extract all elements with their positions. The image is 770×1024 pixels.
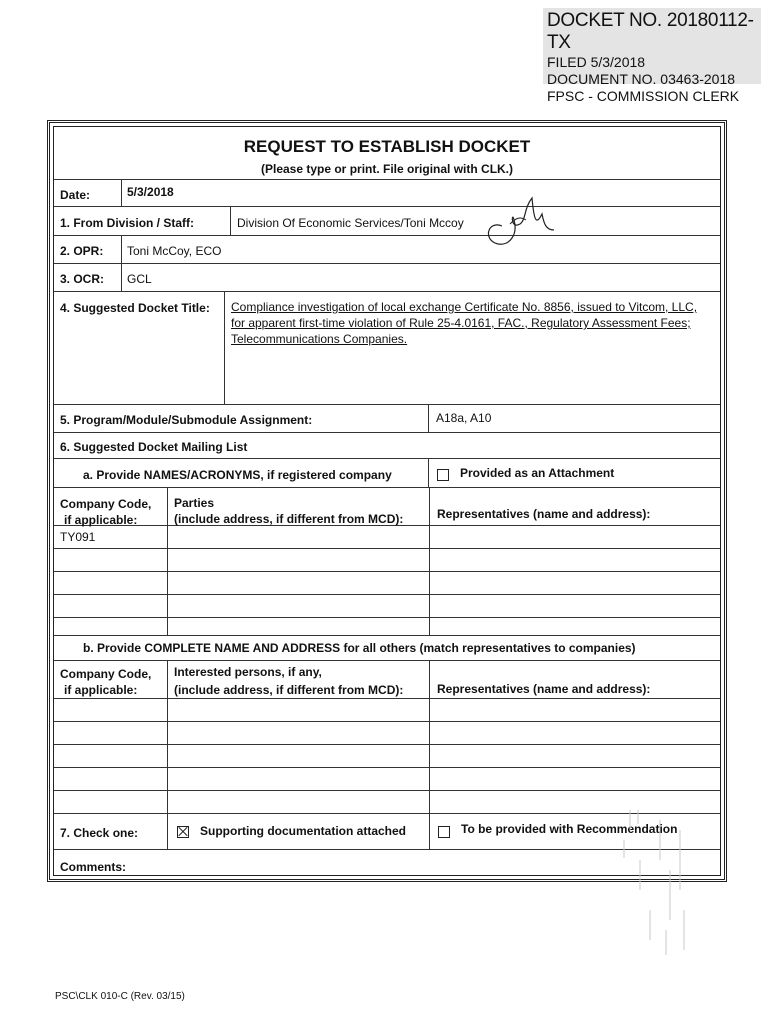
rule: [428, 458, 429, 487]
company-code-header-b-2: if applicable:: [64, 683, 138, 697]
interested-header: Interested persons, if any,: [174, 665, 322, 679]
rule: [429, 660, 430, 813]
received-stamp-watermark: [610, 800, 700, 970]
docket-request-form: [47, 120, 727, 882]
rule: [54, 179, 720, 180]
filing-stamp: [543, 8, 761, 104]
rule: [54, 698, 720, 699]
parties-header: Parties: [174, 496, 215, 510]
rule: [54, 635, 720, 636]
ocr-value: GCL: [127, 272, 152, 286]
rule: [54, 206, 720, 207]
rule: [121, 235, 122, 291]
rule: [54, 744, 720, 745]
section-a-heading: a. Provide NAMES/ACRONYMS, if registered company: [83, 468, 392, 482]
supporting-docs-checkbox[interactable]: [177, 826, 189, 838]
attachment-checkbox[interactable]: [437, 469, 449, 481]
rule: [54, 767, 720, 768]
rule: [54, 404, 720, 405]
rule: [429, 813, 430, 849]
attachment-label: Provided as an Attachment: [460, 466, 615, 480]
opr-value: Toni McCoy, ECO: [127, 244, 222, 258]
program-label: 5. Program/Module/Submodule Assignment:: [60, 413, 313, 427]
rule: [54, 235, 720, 236]
rule: [428, 404, 429, 432]
rule: [429, 487, 430, 635]
ocr-label: 3. OCR:: [60, 272, 105, 286]
form-footer: PSC\CLK 010-C (Rev. 03/15): [55, 991, 185, 1002]
comments-label: Comments:: [60, 860, 127, 874]
docket-title-label: 4. Suggested Docket Title:: [60, 301, 210, 315]
rule: [54, 263, 720, 264]
rule: [167, 660, 168, 813]
representatives-header: Representatives (name and address):: [437, 507, 651, 521]
interested-header-2: (include address, if different from MCD):: [174, 683, 404, 697]
company-code-header-2: if applicable:: [64, 513, 138, 527]
rule: [224, 291, 225, 404]
date-label: Date:: [60, 188, 91, 202]
representatives-header-b: Representatives (name and address):: [437, 682, 651, 696]
filed-date: FILED 5/3/2018: [547, 54, 646, 70]
form-subtitle: (Please type or print. File original with CLK.): [260, 162, 514, 176]
rule: [54, 548, 720, 549]
company-code-header: Company Code,: [60, 497, 152, 511]
rule: [54, 487, 720, 488]
rule: [54, 660, 720, 661]
supporting-docs-label: Supporting documentation attached: [200, 824, 406, 838]
form-inner-border: [53, 126, 721, 876]
docket-title-line-1: Compliance investigation of local exchange Certificate No. 8856, issued to Vitcom, LLC,: [231, 300, 698, 314]
rule: [54, 458, 720, 459]
docket-title-line-3: Telecommunications Companies.: [231, 332, 408, 346]
rule: [54, 790, 720, 791]
recommendation-checkbox[interactable]: [438, 826, 450, 838]
rule: [167, 487, 168, 635]
from-value: Division Of Economic Services/Toni Mccoy: [237, 216, 464, 230]
rule: [121, 179, 122, 206]
recommendation-label: To be provided with Recommendation: [461, 822, 678, 836]
rule: [230, 206, 231, 235]
commission-clerk: FPSC - COMMISSION CLERK: [547, 88, 740, 104]
docket-title-line-2: for apparent first-time violation of Rule 25-4.0161, FAC., Regulatory Assessment Fees;: [231, 316, 691, 330]
rule: [54, 594, 720, 595]
rule: [54, 721, 720, 722]
company-code-header-b: Company Code,: [60, 667, 152, 681]
rule: [167, 813, 168, 849]
mailing-list-label: 6. Suggested Docket Mailing List: [60, 440, 248, 454]
parties-header-2: (include address, if different from MCD):: [174, 512, 404, 526]
rule: [54, 291, 720, 292]
from-label: 1. From Division / Staff:: [60, 216, 195, 230]
rule: [54, 617, 720, 618]
company-code-cell: TY091: [60, 530, 96, 544]
rule: [54, 432, 720, 433]
check-one-label: 7. Check one:: [60, 826, 139, 840]
form-title: REQUEST TO ESTABLISH DOCKET: [243, 137, 531, 156]
section-b-heading: b. Provide COMPLETE NAME AND ADDRESS for all others (match representatives to companies): [83, 641, 636, 655]
program-value: A18a, A10: [436, 411, 492, 425]
opr-label: 2. OPR:: [60, 244, 104, 258]
document-number: DOCUMENT NO. 03463-2018: [547, 71, 736, 87]
signature: [480, 190, 560, 260]
docket-number: DOCKET NO. 20180112-TX: [547, 10, 754, 53]
rule: [54, 571, 720, 572]
date-value: 5/3/2018: [127, 185, 174, 199]
